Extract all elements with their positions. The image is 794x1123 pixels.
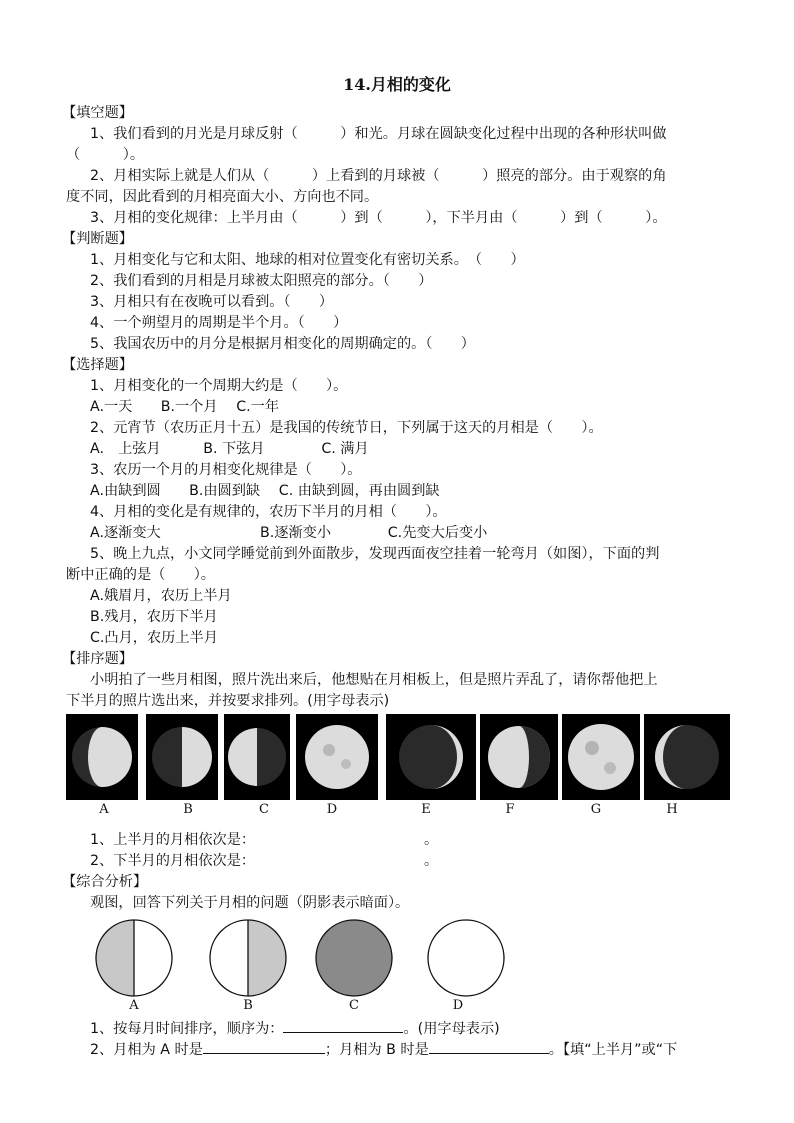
moon-diagram-d [426,918,506,998]
sort-q1-period: 。 [424,832,439,848]
analysis-q2 [90,1039,677,1060]
moon-photo-label-f: F [505,802,515,817]
analysis-q2-blank-a[interactable] [203,1039,325,1054]
fill-q3: 3、月相的变化规律：上半月由（ ）到（ ），下半月由（ ）到（ ）。 [90,210,667,226]
choice-q3-options: A.由缺到圆 B.由圆到缺 C. 由缺到圆，再由圆到缺 [90,483,440,499]
fill-q1-line2: （ ）。 [66,147,145,163]
choice-q3: 3、农历一个月的月相变化规律是（ ）。 [90,462,362,478]
choice-q5-line1: 5、晚上九点，小文同学睡觉前到外面散步，发现西面夜空挂着一轮弯月（如图），下面的判 [90,546,660,562]
moon-photo-strip [66,714,730,800]
sort-q2-period: 。 [424,853,439,869]
moon-diagram-b [208,918,288,998]
moon-photo-label-a: A [99,802,109,817]
choice-q2: 2、元宵节（农历正月十五）是我国的传统节日，下列属于这天的月相是（ ）。 [90,420,603,436]
analysis-section-header: 【综合分析】 [62,874,148,890]
sort-q1: 1、上半月的月相依次是： [90,832,256,848]
fill-q2-line1: 2、月相实际上就是人们从（ ）上看到的月球被（ ）照亮的部分。由于观察的角 [90,168,667,184]
judge-q5: 5、我国农历中的月分是根据月相变化的周期确定的。（ ） [90,336,475,352]
moon-photo-label-c: C [259,802,269,817]
moon-photo-label-d: D [326,802,338,817]
choice-q5-option-a: A.娥眉月，农历上半月 [90,588,232,604]
moon-diagram-a [94,918,174,998]
moon-photo-f [480,714,558,800]
moon-diagram-label-b: B [243,998,253,1013]
moon-photo-c [224,714,290,800]
analysis-q1-blank[interactable] [283,1018,403,1033]
fill-section-header: 【填空题】 [62,105,133,121]
choice-q5-option-c: C.凸月，农历上半月 [90,630,218,646]
judge-q4: 4、一个朔望月的周期是半个月。（ ） [90,315,348,331]
fill-q2-line2: 度不同，因此看到的月相亮面大小、方向也不同。 [66,189,379,205]
moon-photo-d [296,714,378,800]
choice-q4-options: A.逐渐变大 B.逐渐变小 C.先变大后变小 [90,525,488,541]
analysis-q1 [90,1018,500,1039]
moon-diagram-label-d: D [452,998,464,1013]
judge-q3: 3、月相只有在夜晚可以看到。（ ） [90,294,334,310]
analysis-q1-suffix: 。(用字母表示) [403,1021,500,1037]
moon-photo-a [66,714,138,800]
moon-photo-label-e: E [421,802,431,817]
moon-photo-label-h: H [666,802,678,817]
moon-diagram-label-a: A [129,998,139,1013]
moon-photo-g [562,714,640,800]
sort-intro-line1: 小明拍了一些月相图，照片洗出来后，他想贴在月相板上，但是照片弄乱了，请你帮他把上 [90,672,658,688]
choice-q1-options: A.一天 B.一个月 C.一年 [90,399,280,415]
choice-q4: 4、月相的变化是有规律的，农历下半月的月相（ ）。 [90,504,447,520]
moon-photo-label-b: B [183,802,193,817]
moon-photo-label-g: G [590,802,602,817]
sort-intro-line2: 下半月的照片选出来，并按要求排列。(用字母表示) [66,693,390,709]
page-title: 14.月相的变化 [343,75,451,94]
judge-section-header: 【判断题】 [62,231,133,247]
fill-q1-line1: 1、我们看到的月光是月球反射（ ）和光。月球在圆缺变化过程中出现的各种形状叫做 [90,126,667,142]
analysis-q2-blank-b[interactable] [429,1039,549,1054]
choice-q2-options: A. 上弦月 B. 下弦月 C. 满月 [90,441,369,457]
choice-q5-line2: 断中正确的是（ ）。 [66,567,215,583]
judge-q1: 1、月相变化与它和太阳、地球的相对位置变化有密切关系。 （ ） [90,252,525,268]
moon-photo-h [644,714,730,800]
judge-q2: 2、我们看到的月相是月球被太阳照亮的部分。（ ） [90,273,433,289]
choice-q5-option-b: B.残月，农历下半月 [90,609,218,625]
sort-q2: 2、下半月的月相依次是： [90,853,256,869]
analysis-q2-prompt-b: ；月相为 B 时是 [324,1042,429,1058]
choice-q1: 1、月相变化的一个周期大约是（ ）。 [90,378,348,394]
moon-diagram-c [314,918,394,998]
choice-section-header: 【选择题】 [62,357,133,373]
analysis-q2-suffix: 。【填“上半月”或“下 [548,1042,678,1058]
moon-photo-e [386,714,476,800]
analysis-q2-prompt-a: 2、月相为 A 时是 [90,1042,203,1058]
moon-photo-b [146,714,218,800]
moon-diagram-label-c: C [349,998,359,1013]
analysis-q1-prompt: 1、按每月时间排序，顺序为： [90,1021,284,1037]
sort-section-header: 【排序题】 [62,651,133,667]
analysis-intro: 观图，回答下列关于月相的问题（阴影表示暗面）。 [90,895,410,911]
